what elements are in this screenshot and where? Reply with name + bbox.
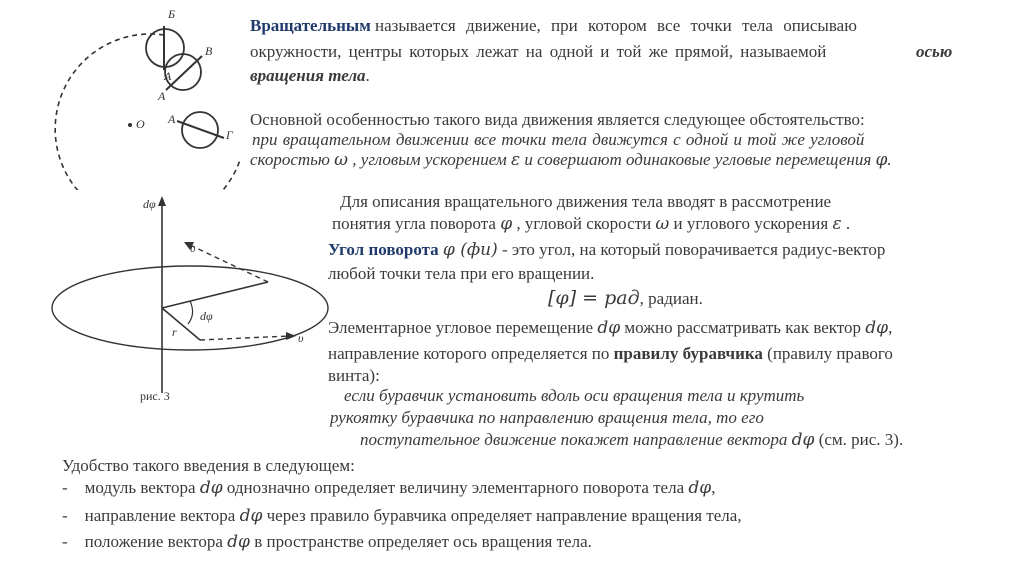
label-a-bot: А (168, 112, 176, 126)
elem-line-1: Элементарное угловое перемещение dφ можно рассматривать как вектор dφ, (328, 318, 893, 338)
conv-item-1: - модуль вектора dφ однозначно определяет величину элементарного поворота тела dφ, (62, 478, 716, 498)
fig-caption: рис. 3 (140, 389, 170, 403)
feature-line-2: при вращательном движении все точки тела движутся с одной и той же угловой (252, 130, 865, 149)
definition-term: Вращательным (250, 16, 371, 35)
angle-line-2: любой точки тела при его вращении. (328, 264, 595, 283)
elem-italic-3: поступательное движение покажет направление вектора dφ (см. рис. 3). (360, 430, 904, 450)
conv-item-3: - положение вектора dφ в пространстве определяет ось вращения тела. (62, 532, 592, 552)
label-o: О (136, 117, 145, 131)
definition-line-3: вращения тела. (250, 66, 370, 85)
rotation-figure (40, 0, 255, 190)
v-top-label: υ (190, 241, 196, 255)
feature-line-3: скоростью ω , угловым ускорением ε и совершают одинаковые угловые перемещения φ. (250, 150, 892, 170)
v-right-label: υ (298, 331, 304, 345)
intro-line-1: Для описания вращательного движения тела вводят в рассмотрение (340, 192, 832, 211)
axis-label: dφ (143, 197, 156, 211)
label-a-top: А (164, 69, 172, 83)
label-a-mid: А (158, 89, 166, 103)
conv-item-2: - направление вектора dφ через правило буравчика определяет направление вращения тела, (62, 506, 742, 526)
definition-line-2-term: осью (916, 42, 953, 61)
vector-figure (40, 190, 330, 415)
definition-line-1: Вращательным называется движение, при котором все точки тела описываю (250, 16, 857, 35)
label-g: Г (226, 128, 233, 142)
elem-italic-1: если буравчик установить вдоль оси вращения тела и крутить (344, 386, 805, 405)
angle-formula: [φ] = рад, радиан. (548, 287, 703, 309)
elem-line-2: направление которого определяется по правилу буравчика (правилу правого (328, 344, 893, 363)
label-v-mid: В (205, 44, 213, 58)
feature-line-1: Основной особенностью такого вида движения является следующее обстоятельство: (250, 110, 865, 129)
elem-italic-2: рукоятку буравчика по направлению вращения тела, то его (330, 408, 764, 427)
intro-line-2: понятия угла поворота φ , угловой скорости ω и углового ускорения ε . (332, 214, 851, 234)
conv-heading: Удобство такого введения в следующем: (62, 456, 355, 475)
r-label: r (172, 325, 177, 339)
dphi-label: dφ (200, 309, 213, 323)
label-b-top: Б (168, 7, 176, 21)
definition-line-2: окружности, центры которых лежат на одной и той же прямой, называемой (250, 42, 827, 61)
angle-line-1: Угол поворота φ (фи) - это угол, на который поворачивается радиус-вектор (328, 240, 886, 260)
elem-line-3: винта): (328, 366, 380, 385)
